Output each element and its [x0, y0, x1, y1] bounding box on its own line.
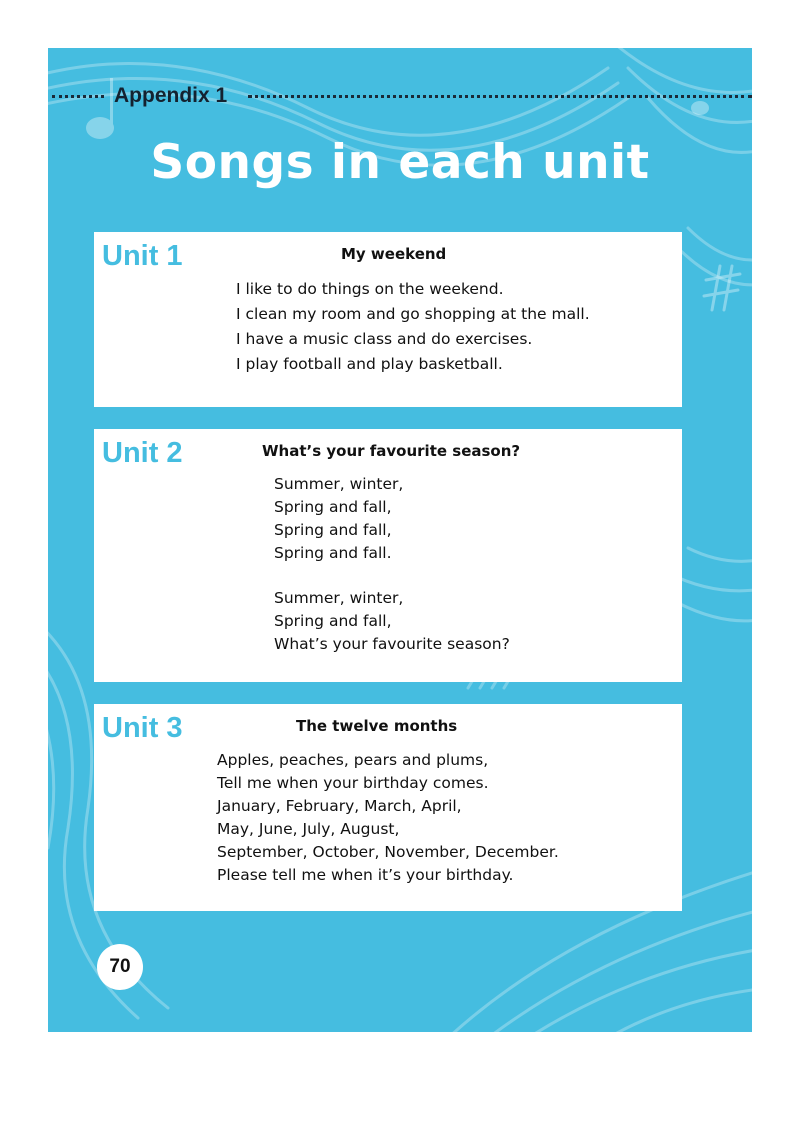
- lyric-line: Summer, winter,: [274, 589, 404, 607]
- dotted-rule-left: [52, 95, 104, 98]
- lyric-line: Please tell me when it’s your birthday.: [217, 866, 514, 884]
- lyric-line: Spring and fall,: [274, 498, 392, 516]
- lyric-line: Apples, peaches, pears and plums,: [217, 751, 489, 769]
- unit-3-card: [94, 704, 682, 911]
- lyric-line: Tell me when your birthday comes.: [217, 774, 489, 792]
- appendix-page: [48, 48, 752, 1032]
- lyric-line: January, February, March, April,: [217, 797, 462, 815]
- lyric-line: I like to do things on the weekend.: [236, 280, 504, 298]
- unit-2-card: [94, 429, 682, 682]
- appendix-label: Appendix 1: [114, 84, 228, 107]
- lyric-line: I have a music class and do exercises.: [236, 330, 533, 348]
- unit-label: Unit 1: [102, 240, 183, 272]
- lyric-line: September, October, November, December.: [217, 843, 559, 861]
- page-title: Songs in each unit: [150, 135, 650, 190]
- lyric-line: Spring and fall.: [274, 544, 392, 562]
- lyric-line: Summer, winter,: [274, 475, 404, 493]
- page-number: 70: [97, 944, 143, 990]
- unit-label: Unit 2: [102, 437, 183, 469]
- lyric-line: May, June, July, August,: [217, 820, 400, 838]
- song-title: The twelve months: [296, 717, 458, 735]
- unit-1-card: [94, 232, 682, 407]
- lyric-line: Spring and fall,: [274, 612, 392, 630]
- lyric-line: I play football and play basketball.: [236, 355, 503, 373]
- appendix-header: [48, 82, 752, 110]
- song-title: My weekend: [341, 245, 447, 263]
- lyric-line: Spring and fall,: [274, 521, 392, 539]
- unit-label: Unit 3: [102, 712, 183, 744]
- lyric-line: I clean my room and go shopping at the mall.: [236, 305, 590, 323]
- dotted-rule-right: [248, 95, 752, 98]
- lyric-line: What’s your favourite season?: [274, 635, 510, 653]
- song-title: What’s your favourite season?: [262, 442, 521, 460]
